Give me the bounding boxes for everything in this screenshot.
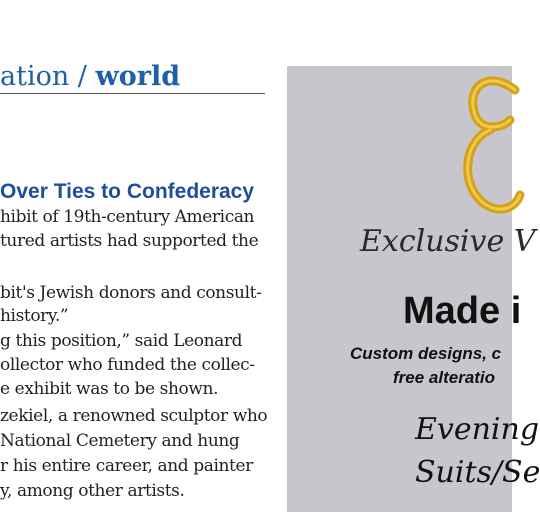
ad-subline: free alteratio [393,368,496,387]
body-line: history.” [0,306,69,326]
body-line: e exhibit was to be shown. [0,379,219,399]
ad-headline: Made i [403,290,522,332]
ad-tagline: Exclusive V [360,224,536,259]
ad-subline: Custom designs, c [350,344,502,363]
body-line: r his entire career, and painter [0,456,253,476]
section-prefix: ation / [0,61,87,92]
body-line: zekiel, a renowned sculptor who [0,406,268,426]
body-line: tured artists had supported the [0,231,259,251]
section-rule [0,93,265,94]
article-headline: Over Ties to Confederacy [0,180,255,203]
body-line: bit's Jewish donors and consult- [0,283,262,303]
body-line: g this position,” said Leonard [0,331,243,351]
body-line: y, among other artists. [0,481,185,501]
section-name: world [95,61,181,92]
logo-e-icon [460,60,520,220]
ad-script-line: Evening [415,412,540,447]
body-line: National Cemetery and hung [0,431,240,451]
section-header [0,60,264,93]
ad-script-line: Suits/Se [415,455,540,490]
body-line: hibit of 19th-century American [0,207,255,227]
body-line: ollector who funded the collec- [0,355,255,375]
